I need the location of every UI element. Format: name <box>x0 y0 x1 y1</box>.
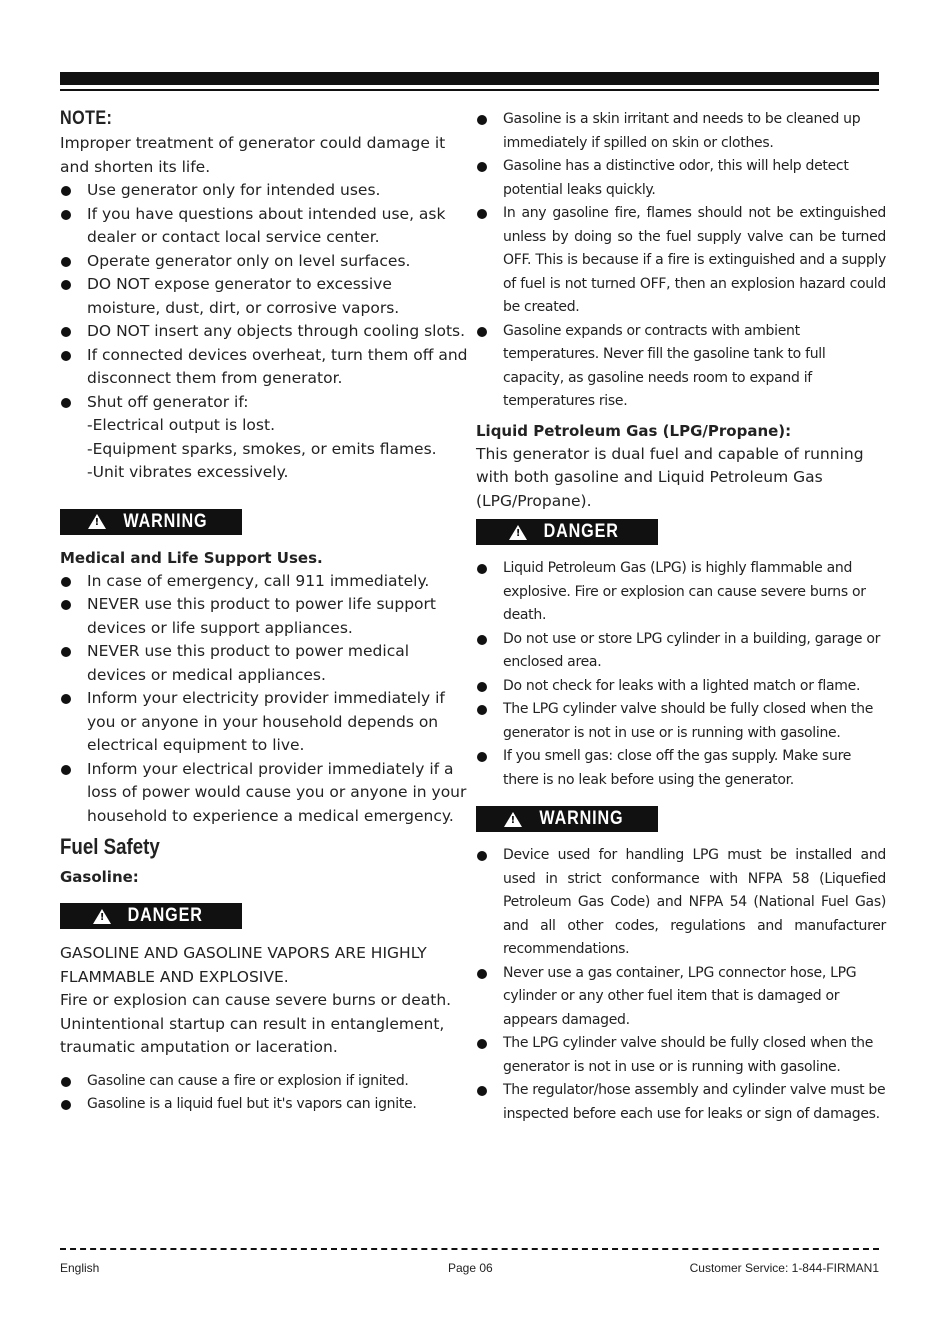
bullet-icon <box>477 1039 487 1049</box>
list-item: Gasoline can cause a fire or explosion if ignited. <box>60 1070 470 1094</box>
list-item: Gasoline has a distinctive odor, this will help detect potential leaks quickly. <box>476 155 886 202</box>
list-item: If you smell gas: close off the gas supply. Make sure there is no leak before using the generator. <box>476 745 886 792</box>
warning-triangle-icon: ! <box>504 812 522 827</box>
bullet-icon <box>61 1077 71 1087</box>
header-thin-rule <box>60 89 879 91</box>
list-item: Never use a gas container, LPG connector hose, LPG cylinder or any other fuel item that is damaged or appears damaged. <box>476 962 886 1033</box>
list-item: DO NOT insert any objects through cooling slots. <box>60 320 470 344</box>
list-item: If you have questions about intended use, ask dealer or contact local service center. <box>60 203 470 250</box>
bullet-icon <box>477 752 487 762</box>
shutoff-condition: -Unit vibrates excessively. <box>87 463 289 481</box>
lpg-heading: Liquid Petroleum Gas (LPG/Propane): <box>476 421 792 440</box>
list-item: Shut off generator if: <box>60 391 470 415</box>
list-item: The regulator/hose assembly and cylinder valve must be inspected before each use for leaks or sign of damages. <box>476 1079 886 1126</box>
bullet-icon <box>477 1086 487 1096</box>
bullet-icon <box>61 398 71 408</box>
bullet-icon <box>61 210 71 220</box>
bullet-icon <box>61 280 71 290</box>
bullet-icon <box>61 186 71 196</box>
header-thick-rule <box>60 72 879 85</box>
list-item: Gasoline is a skin irritant and needs to be cleaned up immediately if spilled on skin or clothes. <box>476 108 886 155</box>
right-column <box>476 108 886 1126</box>
lpg-danger-bullet-list <box>476 557 886 792</box>
list-item: DO NOT expose generator to excessive moisture, dust, dirt, or corrosive vapors. <box>60 273 470 320</box>
bullet-icon <box>477 851 487 861</box>
bullet-icon <box>477 327 487 337</box>
gasoline-more-bullet-list <box>476 108 886 414</box>
fuel-safety-heading: Fuel Safety <box>60 834 160 859</box>
list-item: Use generator only for intended uses. <box>60 179 470 203</box>
list-item: Liquid Petroleum Gas (LPG) is highly flammable and explosive. Fire or explosion can cause severe burns or death. <box>476 557 886 628</box>
list-item: In any gasoline fire, flames should not be extinguished unless by doing so the fuel supply valve can be turned OFF. This is because if a fire is extinguished and a supply of fuel is not turned OFF, then an explosion hazard could be created. <box>476 202 886 320</box>
bullet-icon <box>61 351 71 361</box>
medical-bullet-list <box>60 570 470 829</box>
danger-banner: ! DANGER <box>60 903 242 929</box>
bullet-icon <box>61 257 71 267</box>
list-item: Inform your electrical provider immediately if a loss of power would cause you or anyone in your household to experience a medical emergency. <box>60 758 470 829</box>
bullet-icon <box>477 162 487 172</box>
note-bullet-list <box>60 179 470 414</box>
list-item: If connected devices overheat, turn them off and disconnect them from generator. <box>60 344 470 391</box>
warning-triangle-icon: ! <box>509 525 527 540</box>
gasoline-heading: Gasoline: <box>60 868 139 886</box>
bullet-icon <box>61 577 71 587</box>
warning-banner: ! WARNING <box>476 806 658 832</box>
shutoff-condition: -Electrical output is lost. <box>87 416 275 434</box>
list-item: Device used for handling LPG must be installed and used in strict conformance with NFPA 58 (Liquefied Petroleum Gas Code) and NFPA 54 (National Fuel Gas) and all other codes, regulations and manufacturer recommendations. <box>476 844 886 962</box>
list-item: Gasoline is a liquid fuel but it's vapors can ignite. <box>60 1093 470 1117</box>
bullet-icon <box>61 327 71 337</box>
footer-language: English <box>60 1261 100 1275</box>
gasoline-para: Fire or explosion can cause severe burns or death. <box>60 991 452 1009</box>
list-item: NEVER use this product to power life support devices or life support appliances. <box>60 593 470 640</box>
shutoff-condition: -Equipment sparks, smokes, or emits flames. <box>87 439 437 458</box>
bullet-icon <box>61 647 71 657</box>
bullet-icon <box>61 1100 71 1110</box>
bullet-icon <box>477 564 487 574</box>
bullet-icon <box>61 600 71 610</box>
list-item: The LPG cylinder valve should be fully closed when the generator is not in use or is running with gasoline. <box>476 1032 886 1079</box>
note-intro: Improper treatment of generator could damage it and shorten its life. <box>60 134 446 176</box>
bullet-icon <box>477 209 487 219</box>
note-heading: NOTE: <box>60 108 113 129</box>
footer-page-number: Page 06 <box>448 1261 493 1275</box>
bullet-icon <box>477 115 487 125</box>
warning-triangle-icon: ! <box>93 909 111 924</box>
list-item: Gasoline expands or contracts with ambient temperatures. Never fill the gasoline tank to full capacity, as gasoline needs room to expand if temperatures rise. <box>476 320 886 414</box>
lpg-warning-bullet-list <box>476 844 886 1126</box>
bullet-icon <box>61 694 71 704</box>
bullet-icon <box>477 969 487 979</box>
list-item: NEVER use this product to power medical devices or medical appliances. <box>60 640 470 687</box>
gasoline-warning-caps: GASOLINE AND GASOLINE VAPORS ARE HIGHLY FLAMMABLE AND EXPLOSIVE. <box>60 944 427 986</box>
list-item: The LPG cylinder valve should be fully closed when the generator is not in use or is running with gasoline. <box>476 698 886 745</box>
list-item: Do not check for leaks with a lighted match or flame. <box>476 675 886 699</box>
danger-banner: ! DANGER <box>476 519 658 545</box>
left-column <box>60 108 470 1117</box>
warning-triangle-icon: ! <box>88 514 106 529</box>
gasoline-bullet-list <box>60 1070 470 1117</box>
bullet-icon <box>61 765 71 775</box>
bullet-icon <box>477 682 487 692</box>
bullet-icon <box>477 705 487 715</box>
footer-dashed-rule <box>60 1248 879 1250</box>
list-item: Inform your electricity provider immediately if you or anyone in your household depends on electrical equipment to live. <box>60 687 470 758</box>
bullet-icon <box>477 635 487 645</box>
list-item: In case of emergency, call 911 immediately. <box>60 570 470 594</box>
warning-banner: ! WARNING <box>60 509 242 535</box>
list-item: Operate generator only on level surfaces. <box>60 250 470 274</box>
lpg-intro: This generator is dual fuel and capable of running with both gasoline and Liquid Petroleum Gas (LPG/Propane). <box>476 444 864 510</box>
medical-heading: Medical and Life Support Uses. <box>60 548 323 567</box>
footer-customer-service: Customer Service: 1-844-FIRMAN1 <box>689 1261 879 1275</box>
list-item: Do not use or store LPG cylinder in a building, garage or enclosed area. <box>476 628 886 675</box>
gasoline-para: Unintentional startup can result in entanglement, traumatic amputation or laceration. <box>60 1014 445 1056</box>
